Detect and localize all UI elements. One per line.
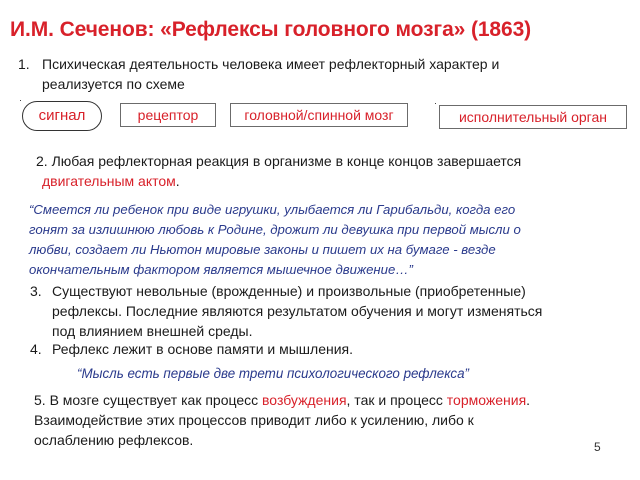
point-1-number: 1. bbox=[18, 56, 30, 72]
scheme-brain-box: головной/спинной мозг bbox=[230, 103, 408, 127]
page-number: 5 bbox=[594, 440, 601, 454]
point-3-number: 3. bbox=[30, 283, 42, 299]
point-3-text bbox=[52, 281, 632, 341]
point-3-line-1: Существуют невольные (врожденные) и произвольные (приобретенные) bbox=[52, 283, 526, 299]
point-2-line-1: 2. Любая рефлекторная реакция в организме в конце концов завершается bbox=[36, 153, 522, 169]
sechenov-quote bbox=[29, 200, 633, 280]
point-1-text bbox=[42, 54, 622, 94]
thought-quote: “Мысль есть первые две трети психологического рефлекса” bbox=[77, 366, 469, 381]
motor-act-highlight: двигательным актом bbox=[42, 173, 176, 189]
quote-line-3: любви, создает ли Ньютон мировые законы и пишет их на бумаге - везде bbox=[29, 242, 496, 257]
point-2-line-2 bbox=[36, 171, 616, 191]
point-5-part-1: 5. В мозге существует как процесс bbox=[34, 392, 263, 408]
point-5-line-2: Взаимодействие этих процессов приводит либо к усилению, либо к bbox=[34, 412, 474, 428]
point-5-part-3: . bbox=[526, 392, 531, 408]
quote-line-1: “Смеется ли ребенок при виде игрушки, улыбается ли Гарибальди, когда его bbox=[29, 202, 516, 217]
point-5-line-3: ослаблению рефлексов. bbox=[34, 432, 194, 448]
point-1-line-2: реализуется по схеме bbox=[42, 76, 185, 92]
inhibition-highlight: торможения bbox=[446, 392, 527, 408]
point-5-text bbox=[34, 390, 624, 450]
scheme-signal-oval: сигнал bbox=[22, 101, 102, 131]
point-5-part-2: , так и процесс bbox=[346, 392, 447, 408]
slide-title: И.М. Сеченов: «Рефлексы головного мозга» (1863) bbox=[10, 18, 532, 41]
point-4-number: 4. bbox=[30, 341, 42, 357]
scheme-dot bbox=[435, 103, 436, 104]
quote-line-4: окончательным фактором является мышечное движение…” bbox=[29, 262, 413, 277]
point-5-line-1 bbox=[34, 390, 624, 410]
quote-line-2: гонят за излишнюю любовь к Родине, дрожит ли девушка при первой мысли о bbox=[29, 222, 521, 237]
point-2-text bbox=[36, 151, 616, 191]
point-3-line-2: рефлексы. Последние являются результатом обучения и могут изменяться bbox=[52, 303, 543, 319]
scheme-receptor-box: рецептор bbox=[120, 103, 216, 127]
point-1-line-1: Психическая деятельность человека имеет рефлекторный характер и bbox=[42, 56, 500, 72]
scheme-dot bbox=[20, 100, 21, 101]
point-2-end: . bbox=[175, 173, 180, 189]
point-3-line-3: под влиянием внешней среды. bbox=[52, 323, 253, 339]
point-4-text: Рефлекс лежит в основе памяти и мышления. bbox=[52, 341, 354, 357]
scheme-organ-box: исполнительный орган bbox=[439, 105, 627, 129]
excitation-highlight: возбуждения bbox=[262, 392, 347, 408]
